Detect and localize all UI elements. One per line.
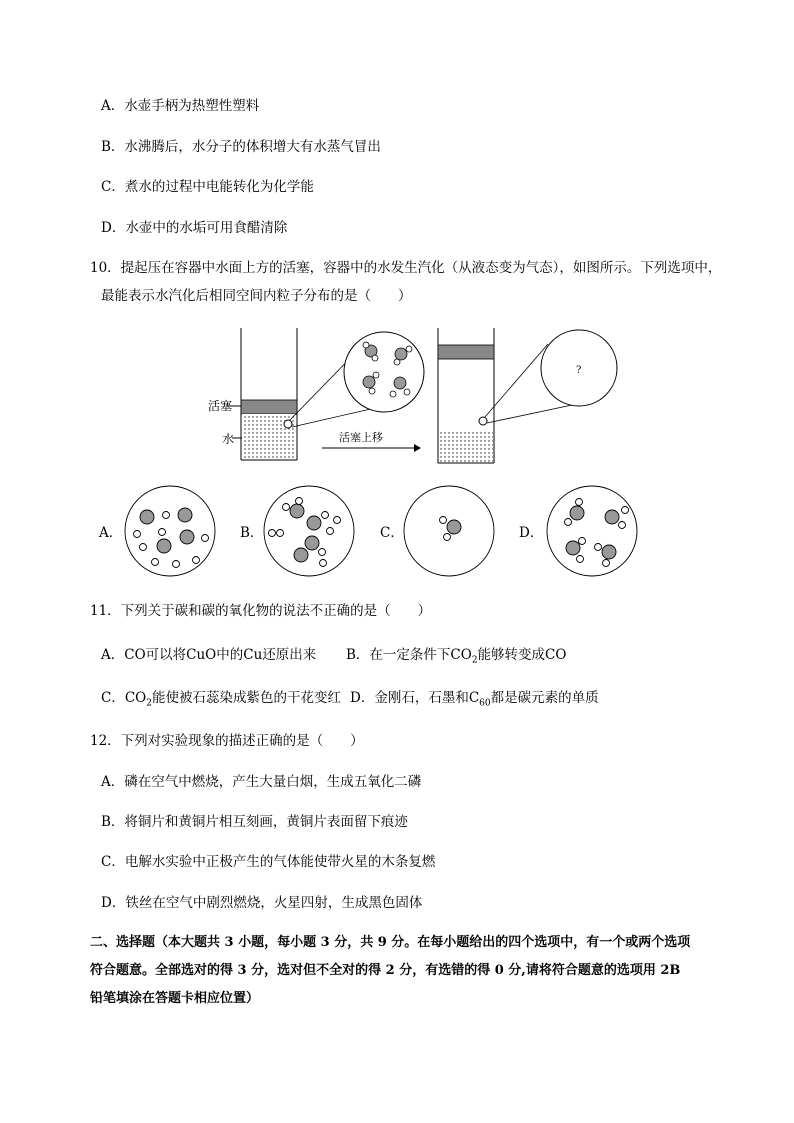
container-before <box>226 328 424 460</box>
q11-option-d: D．金刚石，石墨和$C_{60}$都是碳元素的单质 <box>350 690 599 709</box>
choice-b-diagram <box>264 486 354 576</box>
q12-option-c: C．电解水实验中正极产生的气体能使带火星的木条复燃 <box>101 854 436 870</box>
q11-option-b: B．在一定条件下$CO_2$能够转变成CO <box>346 647 567 666</box>
choice-d-diagram <box>547 486 637 576</box>
q9-option-d: D．水壶中的水垢可用食醋清除 <box>101 220 288 236</box>
magnified-circle-before <box>344 332 424 412</box>
q10-choice-b-label: B． <box>240 525 264 541</box>
q12-option-a: A．磷在空气中燃烧，产生大量白烟，生成五氧化二磷 <box>101 774 422 790</box>
water-after <box>439 430 493 462</box>
q12-option-d: D．铁丝在空气中剧烈燃烧，火星四射，生成黑色固体 <box>101 895 423 911</box>
q10-choice-a-label: A． <box>99 525 123 541</box>
arrow-right-icon <box>414 444 421 452</box>
label-water: 水 <box>222 432 235 446</box>
label-piston: 活塞 <box>208 399 233 413</box>
choice-a-diagram <box>125 486 215 576</box>
q12-option-b: B．将铜片和黄铜片相互刻画，黄铜片表面留下痕迹 <box>101 814 408 830</box>
piston-after <box>438 345 494 359</box>
q9-option-a: A．水壶手柄为热塑性塑料 <box>101 98 260 114</box>
choice-c-diagram <box>404 486 494 576</box>
section2-line2: 符合题意。全部选对的得 3 分，选对但不全对的得 2 分，有选错的得 0 分,请将符合题意的选项用 2B <box>90 963 681 978</box>
q10-figure <box>0 320 794 470</box>
q11-stem: 11．下列关于碳和碳的氧化物的说法不正确的是（ ） <box>90 603 432 619</box>
q10-stem-line1: 10．提起压在容器中水面上方的活塞，容器中的水发生汽化（从液态变为气态），如图所示。下列选项中， <box>90 260 722 276</box>
container-after <box>438 328 617 463</box>
q10-choice-c-label: C． <box>380 525 404 541</box>
section2-line3: 铅笔填涂在答题卡相应位置） <box>90 991 260 1006</box>
q10-stem-line2: 最能表示水汽化后相同空间内粒子分布的是（ ） <box>101 288 412 304</box>
q12-stem: 12．下列对实验现象的描述正确的是（ ） <box>90 733 364 749</box>
q11-option-a: A．CO可以将CuO中的Cu还原出来 <box>101 647 317 663</box>
question-mark: ? <box>576 365 582 376</box>
q11-option-c: C．$CO_2$能使被石蕊染成紫色的干花变红 <box>101 690 341 709</box>
q10-choices-figure <box>0 485 794 580</box>
piston-before <box>241 400 297 414</box>
label-arrow: 活塞上移 <box>339 431 383 444</box>
section2-line1: 二、选择题（本大题共 3 小题，每小题 3 分，共 9 分。在每小题给出的四个选项中，有一个或两个选项 <box>90 935 691 950</box>
q9-option-c: C．煮水的过程中电能转化为化学能 <box>101 179 314 195</box>
q9-option-b: B．水沸腾后，水分子的体积增大有水蒸气冒出 <box>101 139 381 155</box>
q10-choice-d-label: D． <box>519 525 544 541</box>
